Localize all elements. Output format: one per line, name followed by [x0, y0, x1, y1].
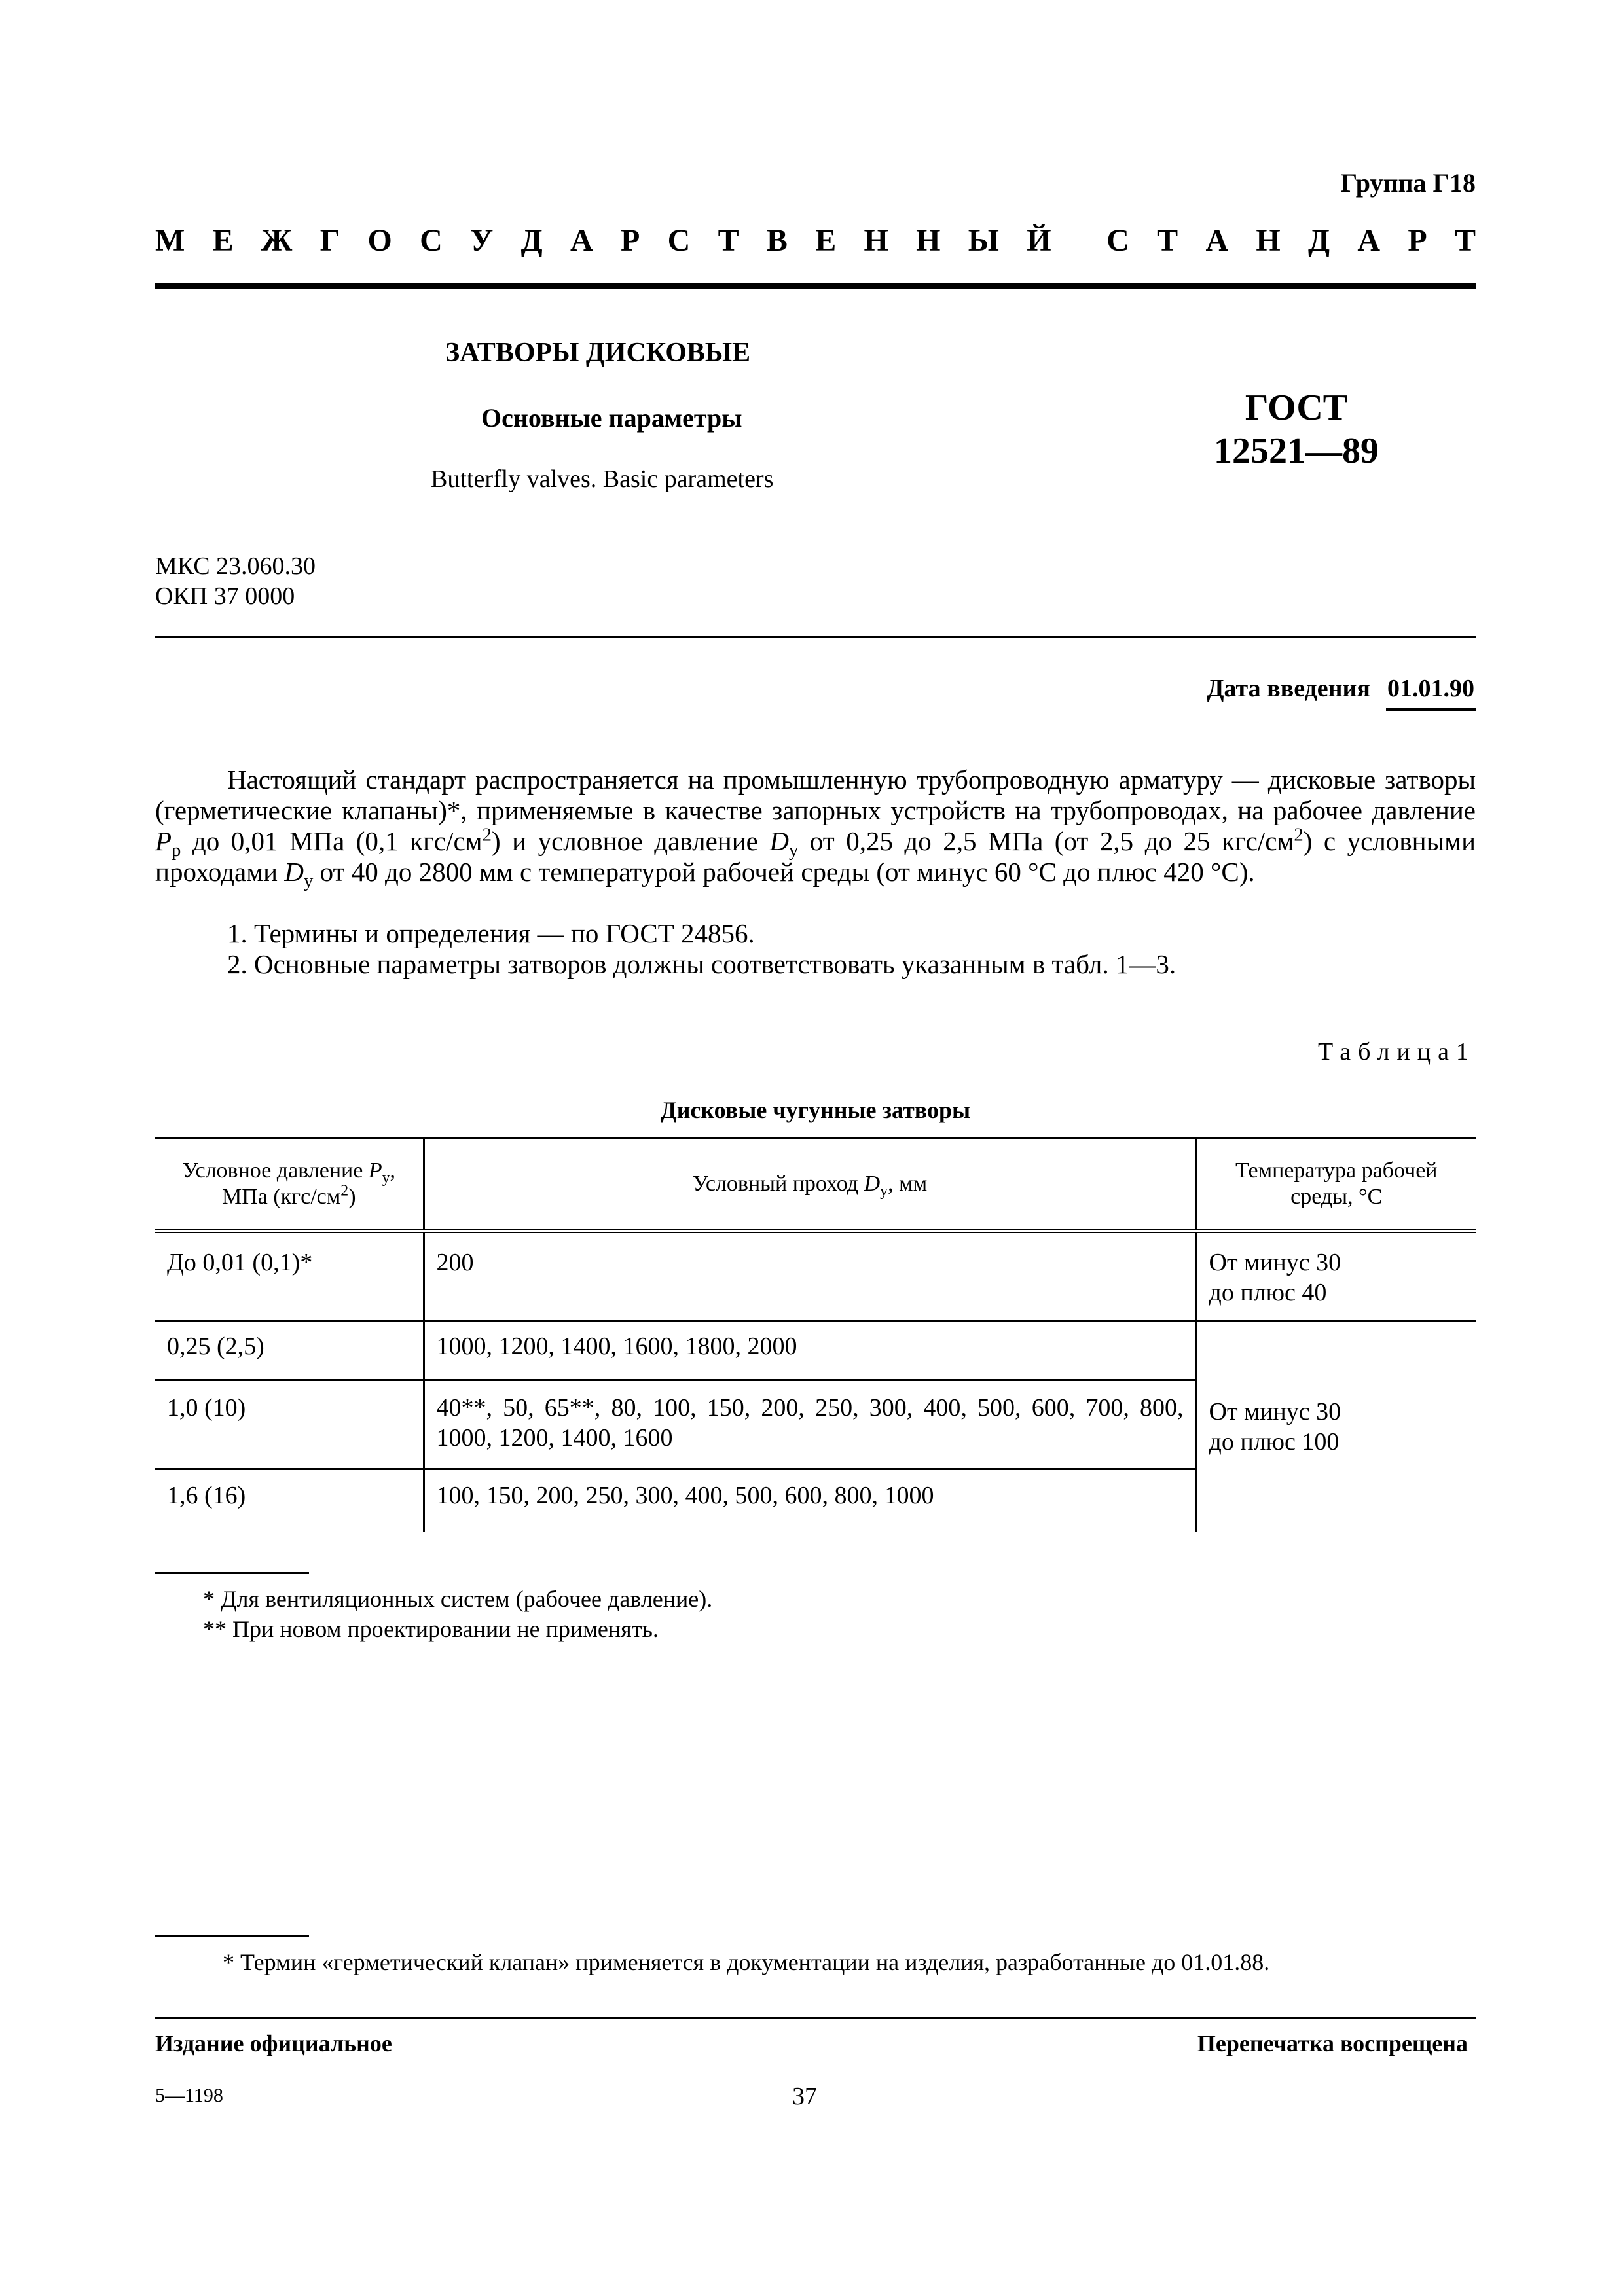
- mks-code: МКС 23.060.30: [155, 552, 316, 580]
- symbol-p: P: [155, 826, 172, 856]
- header-pressure: [155, 1138, 424, 1231]
- banner-letter: Т: [1157, 223, 1178, 258]
- text-run: от 40 до 2800 мм с температурой рабочей среды (от минус 60 °С до плюс 420 °С).: [313, 857, 1255, 887]
- banner-letter: Д: [520, 223, 543, 258]
- cell-pressure: 0,25 (2,5): [155, 1321, 424, 1380]
- cell-passage: 1000, 1200, 1400, 1600, 1800, 2000: [424, 1321, 1196, 1380]
- page-number: 37: [792, 2083, 817, 2110]
- header-text: , мм: [888, 1172, 928, 1196]
- gost-label: ГОСТ: [1245, 387, 1348, 428]
- clause-2: 2. Основные параметры затворов должны соответствовать указанным в табл. 1—3.: [227, 949, 1176, 979]
- symbol-d: D: [864, 1172, 881, 1196]
- cell-pressure: До 0,01 (0,1)*: [155, 1231, 424, 1321]
- table-footnote-2: ** При новом проектировании не применять.: [203, 1616, 659, 1642]
- cell-passage: 100, 150, 200, 250, 300, 400, 500, 600, 800, 1000: [424, 1469, 1196, 1532]
- footer-rule: [155, 2017, 1476, 2019]
- text-run: ) с условными проходами: [155, 826, 1476, 887]
- header-text: ,: [390, 1158, 396, 1183]
- cell-temperature: [1196, 1231, 1476, 1321]
- gost-code: 12521—89: [1214, 431, 1379, 471]
- cell-pressure: 1,0 (10): [155, 1380, 424, 1469]
- banner-letter: Е: [212, 223, 234, 258]
- cell-pressure: 1,6 (16): [167, 1482, 246, 1509]
- gost-number: [1198, 386, 1395, 473]
- banner-letter: Т: [1454, 223, 1476, 258]
- superscript: 2: [482, 824, 492, 846]
- subscript: y: [880, 1182, 888, 1200]
- symbol-d: D: [284, 857, 304, 887]
- official-edition: Издание официальное: [155, 2030, 392, 2056]
- english-title: Butterfly valves. Basic parameters: [431, 465, 774, 493]
- superscript: 2: [1294, 824, 1304, 846]
- banner-letter: Р: [620, 223, 640, 258]
- document-title: ЗАТВОРЫ ДИСКОВЫЕ: [445, 338, 751, 368]
- symbol-p: P: [368, 1158, 382, 1183]
- cell-passage: 40**, 50, 65**, 80, 100, 150, 200, 250, 300, 400, 500, 600, 700, 800, 1000, 1200, 1400, 1600: [424, 1380, 1196, 1469]
- interstate-standard-banner: [155, 223, 1476, 259]
- banner-letter: Г: [319, 223, 340, 258]
- print-code: 5—1198: [155, 2085, 223, 2106]
- temperature-line: до плюс 40: [1209, 1279, 1327, 1306]
- header-text: Условный проход: [692, 1172, 864, 1196]
- subscript: y: [788, 840, 799, 861]
- temperature-line: От минус 30: [1209, 1398, 1341, 1426]
- table-header-row: [155, 1138, 1476, 1231]
- temperature-line: до плюс 100: [1209, 1428, 1340, 1456]
- table-footnote-1: * Для вентиляционных систем (рабочее давление).: [203, 1586, 713, 1612]
- banner-letter: А: [1205, 223, 1229, 258]
- banner-letter: Й: [1027, 223, 1051, 258]
- banner-letter: Е: [815, 223, 837, 258]
- okp-code: ОКП 37 0000: [155, 583, 295, 610]
- text-run: от 0,25 до 2,5 МПа (от 2,5 до 25 кгс/см: [798, 826, 1294, 856]
- group-label: Группа Г18: [1340, 168, 1476, 198]
- banner-letter: А: [1357, 223, 1381, 258]
- cell-passage: 200: [424, 1231, 1196, 1321]
- header-text: Температура рабочей: [1235, 1158, 1438, 1183]
- temperature-line: От минус 30: [1209, 1249, 1341, 1276]
- table-title: Дисковые чугунные затворы: [660, 1097, 971, 1123]
- banner-letter: Т: [718, 223, 739, 258]
- header-text: Условное давление: [182, 1158, 369, 1183]
- codes-rule: [155, 636, 1476, 638]
- text-run: Настоящий стандарт распространяется на промышленную трубопроводную арматуру — дисковые затворы (герметические клапаны)*, применяемые в качестве запорных устройств на трубопроводах, на рабочее давление: [155, 764, 1476, 825]
- effective-date-label: Дата введения: [1207, 675, 1370, 702]
- cell-temperature-merged: [1196, 1321, 1476, 1532]
- symbol-d: D: [769, 826, 789, 856]
- banner-letter: В: [766, 223, 788, 258]
- text-run: ) и условное давление: [491, 826, 770, 856]
- valve-parameters-table: [155, 1137, 1476, 1532]
- superscript: 2: [340, 1182, 349, 1200]
- document-subtitle: Основные параметры: [481, 403, 742, 433]
- banner-letter: М: [155, 223, 185, 258]
- header-text: среды, °С: [1290, 1185, 1383, 1209]
- text-run: до 0,01 МПа (0,1 кгс/см: [181, 826, 483, 856]
- banner-letter: Д: [1308, 223, 1330, 258]
- banner-letter: Н: [864, 223, 888, 258]
- subscript: y: [382, 1169, 390, 1187]
- reprint-prohibited: Перепечатка воспрещена: [1197, 2030, 1468, 2056]
- banner-letter: Ы: [968, 223, 999, 258]
- banner-letter: Н: [1256, 223, 1281, 258]
- banner-letter: О: [367, 223, 392, 258]
- banner-letter: А: [570, 223, 593, 258]
- table-row: [155, 1231, 1476, 1321]
- banner-letter: У: [470, 223, 494, 258]
- page-footnote: * Термин «герметический клапан» применяется в документации на изделия, разработанные до 01.01.88.: [223, 1949, 1270, 1975]
- banner-letter: Н: [916, 223, 941, 258]
- banner-letter: Ж: [261, 223, 293, 258]
- header-passage: [424, 1138, 1196, 1231]
- subscript: y: [303, 870, 314, 892]
- page-footnote-rule: [155, 1935, 309, 1937]
- header-text: МПа (кгс/см: [221, 1185, 341, 1209]
- subscript: p: [172, 840, 181, 861]
- table-label: Таблица1: [1317, 1038, 1476, 1066]
- intro-paragraph: [155, 764, 1476, 892]
- banner-letter: Р: [1408, 223, 1427, 258]
- banner-letter: С: [420, 223, 443, 258]
- table-row: [155, 1321, 1476, 1380]
- header-rule: [155, 283, 1476, 289]
- effective-date: [1207, 674, 1476, 711]
- clause-1: 1. Термины и определения — по ГОСТ 24856.: [227, 918, 755, 948]
- effective-date-value: 01.01.90: [1386, 674, 1476, 711]
- banner-letter: С: [667, 223, 691, 258]
- header-temperature: [1196, 1138, 1476, 1231]
- banner-letter: С: [1106, 223, 1129, 258]
- table-footnote-rule: [155, 1572, 309, 1574]
- header-text: ): [348, 1185, 356, 1209]
- classification-codes: [155, 551, 316, 611]
